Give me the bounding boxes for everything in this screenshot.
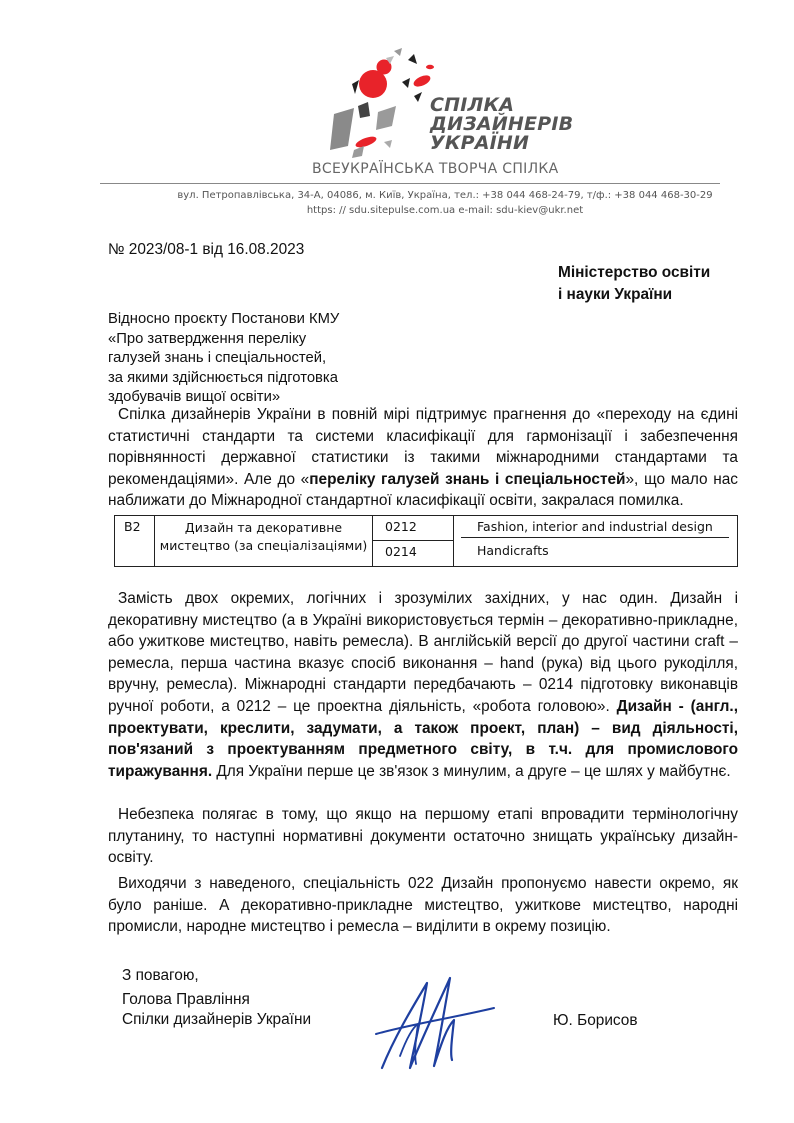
paragraph-4 xyxy=(108,873,738,938)
letter-subject xyxy=(108,310,339,408)
paragraph-3 xyxy=(108,804,738,869)
signer-name: Ю. Борисов xyxy=(553,1012,638,1029)
addressee-line1: Міністерство освіти xyxy=(558,264,711,281)
table-field xyxy=(155,519,372,555)
org-name xyxy=(430,96,573,153)
table-row-name: Handicrafts xyxy=(477,543,549,558)
table-row-name: Fashion, interior and industrial design xyxy=(477,519,713,534)
logo-mark xyxy=(318,46,438,166)
web-email-line: https: // sdu.sitepulse.com.ua e-mail: sdu-kiev@ukr.net xyxy=(306,205,584,216)
addressee-line2: і науки України xyxy=(558,286,673,303)
para1-bold: переліку галузей знань і спеціальностей xyxy=(309,470,626,488)
para2-text-b: Для України перше це зв'язок з минулим, а друге – це шлях у майбутнє. xyxy=(212,762,731,780)
specialty-table xyxy=(114,515,738,567)
addressee xyxy=(558,262,710,306)
subject-line: здобувачів вищої освіти» xyxy=(108,389,281,405)
table-field-line2: мистецтво (за спеціалізаціями) xyxy=(159,538,368,553)
subject-line: галузей знань і спеціальностей, xyxy=(108,350,327,366)
table-row-num: 0212 xyxy=(385,519,417,534)
paragraph-1 xyxy=(108,404,738,512)
table-field-line1: Дизайн та декоративне xyxy=(184,520,343,535)
org-name-line1: СПІЛКА xyxy=(430,94,515,116)
para2-bold: Дизайн - (англ., проектувати, креслити, задумати, а також проект, план) – вид діяльності, пов'язаний з проектуванням предметного світу, в т.ч. для промислового тиражування. xyxy=(108,697,738,780)
para1-text-b: », що мало нас наближати до Міжнародної стандартної класифікації освіти, закралася помилка. xyxy=(108,470,738,510)
address-line: вул. Петропавлівська, 34-А, 04086, м. Київ, Україна, тел.: +38 044 468-24-79, т/ф.: +38 044 468-30-29 xyxy=(177,190,713,201)
header-divider xyxy=(100,183,720,184)
paragraph-2 xyxy=(108,588,738,782)
subject-line: за якими здійснюється підготовка xyxy=(108,369,338,386)
closing: З повагою, xyxy=(122,967,199,984)
subject-line: Відносно проєкту Постанови КМУ xyxy=(108,311,340,327)
para1-text-a: Спілка дизайнерів України в повній мірі підтримує прагнення до «переходу на єдині статистичні стандарти та системи класифікації для гармонізації і забезпечення порівнянності державної статистики із такими міжнародними стандартами та рекомендаціями». Але до « xyxy=(108,406,738,488)
org-subtitle: ВСЕУКРАЇНСЬКА ТВОРЧА СПІЛКА xyxy=(312,161,559,177)
para4-text: Виходячи з наведеного, спеціальність 022 Дизайн пропонуємо навести окремо, як було раніше. А декоративно-прикладне мистецтво, ужиткове мистецтво, народні промисли, народне мистецтво і ремесла – виділити в окрему позицію. xyxy=(108,875,738,936)
table-code: В2 xyxy=(124,519,141,534)
org-name-line3: УКРАЇНИ xyxy=(430,132,530,154)
signer-title-line2: Спілки дизайнерів України xyxy=(122,1011,312,1028)
para3-text: Небезпека полягає в тому, що якщо на першому етапі впровадити термінологічну плутанину, то наступні нормативні документи остаточно знищать українську дизайн-освіту. xyxy=(108,806,738,867)
signature-image xyxy=(372,968,500,1078)
signer-title-line1: Голова Правління xyxy=(122,991,250,1008)
table-row-num: 0214 xyxy=(385,544,417,559)
signer-title xyxy=(122,990,311,1030)
para2-text-a: Замість двох окремих, логічних і зрозумілих західних, у нас один. Дизайн і декоративну мистецтво (а в Україні використовується термін – декоративно-прикладне, або ужиткове мистецтво, навіть ремесла). В англійській версії до другої частини craft – ремесла, перша частина вказує спосіб виконання – hand (рука) від цього рукоділля, вручну, ремесла). Міжнародні стандарти передбачають – 0214 підготовку виконавців ручної роботи, а 0212 – це проектна діяльність, «робота головою». xyxy=(108,590,738,715)
subject-line: «Про затвердження переліку xyxy=(108,330,307,347)
letter-number-date: № 2023/08-1 від 16.08.2023 xyxy=(108,241,305,258)
org-name-line2: ДИЗАЙНЕРІВ xyxy=(430,113,574,135)
